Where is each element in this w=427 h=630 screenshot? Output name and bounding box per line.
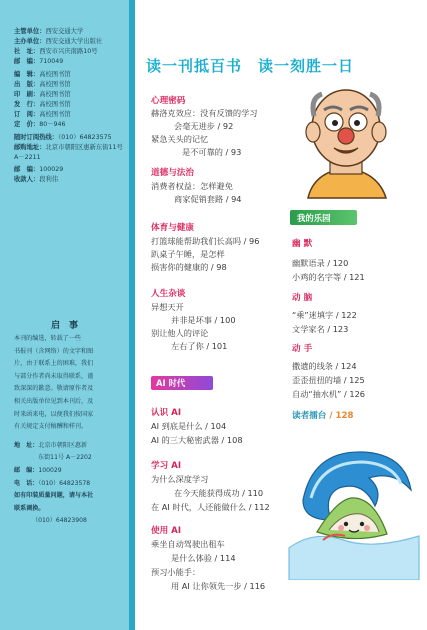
toc-line: 打篮球能帮助我们长高吗 / 96 xyxy=(151,236,260,246)
ai-section-title: AI 时代 xyxy=(156,378,186,388)
pub-row: 主管单位：西安交通大学 xyxy=(14,28,84,35)
section-title: 幽 默 xyxy=(292,239,313,249)
section-title: 体育与健康 xyxy=(151,223,194,233)
toc-line: 为什么深度学习 xyxy=(151,474,209,484)
pub-row: 邮 编：100029 xyxy=(14,166,64,173)
toc-line: 乘坐自动驾驶出租车 xyxy=(151,539,225,549)
notice-line: 本刊的编选，转载了一些 xyxy=(14,335,82,342)
notice-address: 地 址：北京市朝阳区惠新 xyxy=(14,441,88,449)
toc-line: 是什么体验 / 114 xyxy=(171,553,236,563)
notice-quality-2: 联系调换。 xyxy=(14,504,45,512)
wave-zongzi-illustration xyxy=(283,440,425,580)
notice-line: 有关规定支付稿酬和样刊。 xyxy=(14,423,88,431)
toc-line: 在 AI 时代，人还能做什么 / 112 xyxy=(151,502,270,512)
publication-sidebar xyxy=(0,0,129,630)
pub-row: 邮 编：710049 xyxy=(14,58,64,65)
divider-stripe xyxy=(129,0,135,630)
pub-row: 出 版：高校图书馆 xyxy=(14,81,71,88)
pub-row: 发 行：高校图书馆 xyxy=(14,101,71,108)
readers-arena xyxy=(292,409,353,421)
pub-row: 印 刷：高校图书馆 xyxy=(14,91,71,98)
toc-line: AI 的三大秘密武器 / 108 xyxy=(151,435,243,445)
section-title: 心理密码 xyxy=(151,96,186,106)
pub-row: 主办单位：西安交通大学出版社 xyxy=(14,38,103,45)
ai-section-band xyxy=(151,376,213,390)
toc-line: 小鸡的名字等 / 121 xyxy=(292,272,365,282)
toc-line: “乘”迷填字 / 122 xyxy=(292,310,357,320)
toc-line: 预习小能手： xyxy=(151,567,201,577)
notice-phone: 电 话：（010）64823578 xyxy=(14,479,91,487)
pub-row: 编 辑：高校图书馆 xyxy=(14,71,71,78)
my-paradise-banner xyxy=(290,210,357,225)
toc-line: 赫洛克效应：没有反馈的学习 xyxy=(151,108,258,118)
section-title: 道德与法治 xyxy=(151,168,194,178)
toc-line: 消费者权益：怎样避免 xyxy=(151,181,233,191)
toc-line: AI 到底是什么 / 104 xyxy=(151,421,227,431)
toc-line: 文学家名 / 123 xyxy=(292,324,349,334)
section-title: 使用 AI xyxy=(151,526,182,536)
toc-line: 趴桌子午睡，是怎样 xyxy=(151,249,225,259)
cartoon-grandpa-illustration xyxy=(300,80,392,205)
pub-row: 邮购地址：北京市朝阳区惠新东街11号A－2211 xyxy=(14,144,123,161)
pub-row: 收款人：段利伟 xyxy=(14,176,59,183)
section-title: 认识 AI xyxy=(151,408,182,418)
notice-body xyxy=(14,333,126,528)
notice-quality-phone: （010）64823908 xyxy=(32,517,87,525)
toc-line: 在今天能获得成功 / 110 xyxy=(174,488,264,498)
toc-line: 自动“抽水机” / 126 xyxy=(292,389,366,399)
my-paradise-title: 我的乐园 xyxy=(297,213,331,223)
toc-line: 用 AI 让你领先一步 / 116 xyxy=(171,581,266,591)
readers-arena-page: / 128 xyxy=(329,411,354,421)
notice-address-2: 东街11号 A－2202 xyxy=(38,454,92,462)
toc-line: 紧急关头的记忆 xyxy=(151,134,209,144)
slogan: 读一刊抵百书 读一刻胜一日 xyxy=(146,57,355,75)
notice-line: 书报刊（含网络）的文字和图 xyxy=(14,347,94,355)
pub-row: 定 价：80－946 xyxy=(14,121,66,128)
notice-line: 时来函来电，以便我们按国家 xyxy=(14,410,94,418)
notice-title: 启 事 xyxy=(50,321,78,331)
toc-line: 会毫无进步 / 92 xyxy=(174,121,234,131)
toc-line: 商家促销套路 / 94 xyxy=(174,194,242,204)
notice-line: 片，由于联系上的困难，我们 xyxy=(14,360,94,368)
pub-row: 订 阅：高校图书馆 xyxy=(14,111,71,118)
toc-line: 别让他人的评论 xyxy=(151,328,209,338)
toc-line: 损害你的健康的 / 98 xyxy=(151,262,227,272)
readers-arena-title: 读者擂台 xyxy=(292,411,327,421)
notice-quality: 如有印装质量问题，请与本社 xyxy=(14,492,94,500)
notice-line: 相关出版单位见到本刊后，及 xyxy=(14,397,94,405)
section-title: 动 脑 xyxy=(292,293,313,303)
notice-line: 致深深的歉意。敬请原作者及 xyxy=(14,385,94,393)
toc-line: 歪歪扭扭的墙 / 125 xyxy=(292,375,365,385)
notice-line: 与部分作者尚未取得联系，谨 xyxy=(14,372,94,380)
toc-line: 并非是坏事 / 100 xyxy=(171,315,236,325)
toc-line: 撒遗的线条 / 124 xyxy=(292,361,357,371)
notice-postcode: 邮 编：100029 xyxy=(14,466,62,474)
section-title: 学习 AI xyxy=(151,461,182,471)
toc-line: 幽默语录 / 120 xyxy=(292,258,349,268)
toc-line: 左右了你 / 101 xyxy=(171,341,228,351)
pub-row: 随时订阅热线：（010）64823575 xyxy=(14,134,112,141)
pub-row: 社 址：西安市兴庆南路10号 xyxy=(14,48,98,55)
section-title: 动 手 xyxy=(292,344,313,354)
toc-line: 异想天开 xyxy=(151,302,184,312)
section-title: 人生杂谈 xyxy=(151,289,186,299)
toc-line: 是不可靠的 / 93 xyxy=(182,147,242,157)
